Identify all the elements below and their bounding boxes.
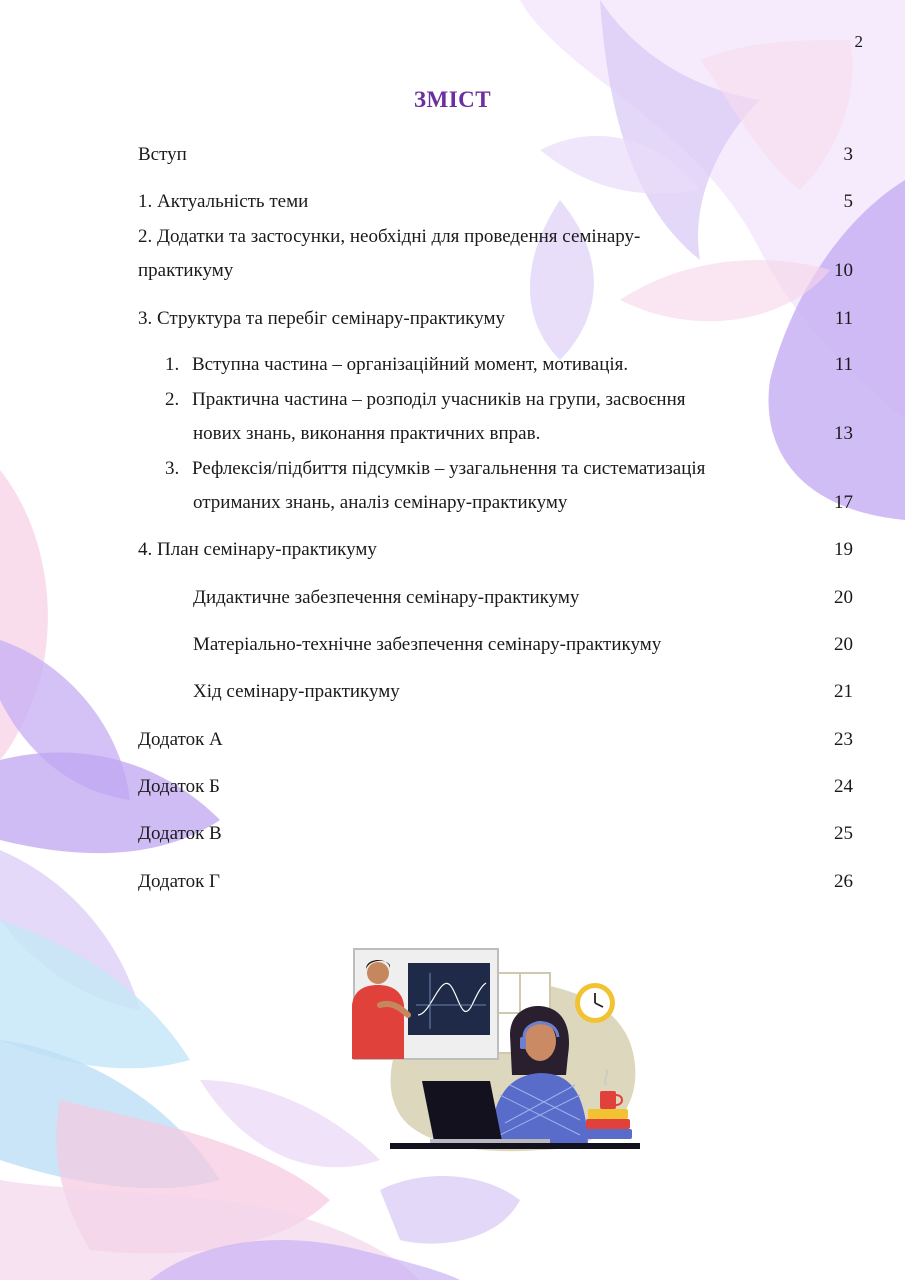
toc-entry-text: Рефлексія/підбиття підсумків – узагальнення та систематизація — [192, 458, 706, 479]
toc-entry-page: 25 — [834, 823, 853, 844]
toc-entry-page: 24 — [834, 776, 853, 797]
toc-entry-page: 5 — [843, 191, 853, 212]
toc-subentry[interactable] — [165, 388, 853, 412]
toc-entry-continuation[interactable] — [138, 259, 853, 283]
toc-entry[interactable] — [138, 143, 853, 167]
toc-entry-text: Вступна частина – організаційний момент, мотивація. — [192, 354, 629, 375]
toc-entry-page: 26 — [834, 871, 853, 892]
toc-entry[interactable] — [138, 822, 853, 846]
toc-entry-page: 3 — [843, 144, 853, 165]
toc-entry-page: 21 — [834, 681, 853, 702]
toc-entry[interactable] — [138, 538, 853, 562]
toc-entry-text: 3. Структура та перебіг семінару-практикуму — [138, 308, 506, 329]
toc-subentry-number: 2. — [165, 389, 180, 410]
toc-entry[interactable] — [138, 307, 853, 331]
toc-entry-text: Хід семінару-практикуму — [193, 681, 400, 702]
toc-entry[interactable] — [138, 225, 853, 249]
toc-entry-page: 13 — [834, 423, 853, 444]
toc-entry-text: 1. Актуальність теми — [138, 191, 309, 212]
toc-entry-page: 10 — [834, 260, 853, 281]
page-title: ЗМІСТ — [413, 87, 492, 112]
toc-entry-text: Додаток Г — [138, 871, 221, 892]
toc-subentry-number: 1. — [165, 354, 180, 375]
toc-entry-text: практикуму — [138, 260, 234, 281]
toc-entry-text: Дидактичне забезпечення семінару-практикуму — [193, 587, 580, 608]
toc-entry-text: нових знань, виконання практичних вправ. — [193, 423, 541, 444]
toc-entry-page: 23 — [834, 729, 853, 750]
toc-entry-text: Вступ — [138, 144, 187, 165]
toc-entry-text: Додаток А — [138, 729, 223, 750]
toc-entry[interactable] — [138, 190, 853, 214]
toc-entry-page: 20 — [834, 587, 853, 608]
page-number: 2 — [854, 32, 863, 51]
toc-entry-text: 4. План семінару-практикуму — [138, 539, 377, 560]
toc-subentry-continuation[interactable] — [193, 491, 853, 515]
toc-subentry[interactable] — [193, 680, 853, 704]
toc-entry-text: Практична частина – розподіл учасників на групи, засвоєння — [192, 389, 686, 410]
toc-entry-page: 17 — [834, 492, 853, 513]
toc-entry-page: 11 — [834, 354, 853, 375]
toc-entry-text: Додаток В — [138, 823, 222, 844]
toc-entry-text: Матеріально-технічне забезпечення семінару-практикуму — [193, 634, 662, 655]
toc-subentry[interactable] — [165, 353, 853, 377]
toc-subentry-number: 3. — [165, 458, 180, 479]
toc-entry-page: 11 — [834, 308, 853, 329]
toc-entry-page: 20 — [834, 634, 853, 655]
toc-entry-text: отриманих знань, аналіз семінару-практикуму — [193, 492, 568, 513]
toc-entry[interactable] — [138, 870, 853, 894]
online-lesson-illustration — [340, 945, 640, 1155]
toc-entry[interactable] — [138, 728, 853, 752]
toc-subentry[interactable] — [193, 586, 853, 610]
toc-subentry[interactable] — [165, 457, 853, 481]
toc-entry-page: 19 — [834, 539, 853, 560]
toc-entry-text: 2. Додатки та застосунки, необхідні для проведення семінару- — [138, 226, 641, 247]
toc-subentry-continuation[interactable] — [193, 422, 853, 446]
toc-entry[interactable] — [138, 775, 853, 799]
toc-entry-text: Додаток Б — [138, 776, 220, 797]
toc-subentry[interactable] — [193, 633, 853, 657]
